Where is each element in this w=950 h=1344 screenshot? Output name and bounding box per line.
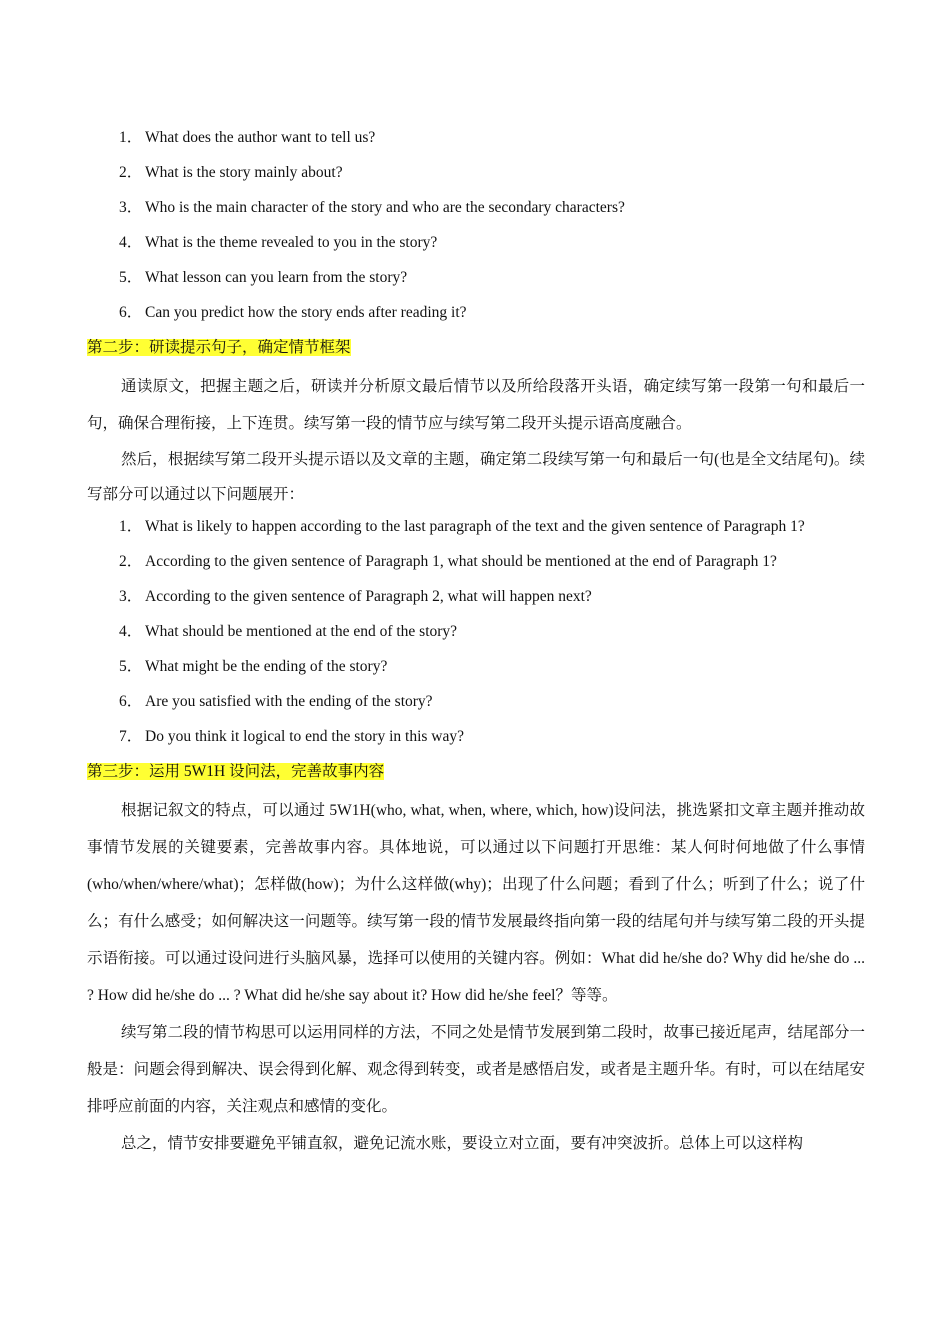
list-item <box>87 228 865 263</box>
list-item-number: 4． <box>119 234 143 251</box>
step2-paragraph-1: 通读原文，把握主题之后，研读并分析原文最后情节以及所给段落开头语，确定续写第一段第一句和最后一句，确保合理衔接，上下连贯。续写第一段的情节应与续写第二段开头提示语高度融合。 <box>87 378 865 432</box>
list-item <box>87 617 865 652</box>
list-item-text: According to the given sentence of Paragraph 2, what will happen next? <box>145 588 592 605</box>
list-item-number: 2． <box>119 553 143 570</box>
step3-paragraph-1: 根据记叙文的特点，可以通过 5W1H(who, what, when, where, which, how)设问法，挑选紧扣文章主题并推动故事情节发展的关键要素，完善故事内容。具体地说，可以通过以下问题打开思维：某人何时何地做了什么事情(who/when/where/what)；怎样做(how)；为什么这样做(why)；出现了什么问题；看到了什么；听到了什么；说了什么；有什么感受；如何解决这一问题等。续写第一段的情节发展最终指向第一段的结尾句并与续写第二段的开头提示语衔接。可以通过设问进行头脑风暴，选择可以使用的关键内容。例如：What did he/she do? Why did he/she do ... ? How did he/she do ... ? What did he/she say about it? How did he/she feel？等等。 <box>87 802 865 1004</box>
list-item <box>87 722 865 757</box>
list-item-text: Can you predict how the story ends after reading it? <box>145 304 467 321</box>
step3-heading-text: 第三步：运用 5W1H 设问法，完善故事内容 <box>87 763 385 780</box>
list-item <box>87 512 865 547</box>
list-item-number: 5． <box>119 269 143 286</box>
list-item-text: What should be mentioned at the end of the story? <box>145 623 458 640</box>
document-body <box>87 123 865 1162</box>
list-item <box>87 582 865 617</box>
step2-heading <box>87 333 865 368</box>
list-item-number: 3． <box>119 588 143 605</box>
list-item-number: 1． <box>119 129 143 146</box>
list-item-number: 2． <box>119 164 143 181</box>
list-item-text: Do you think it logical to end the story in this way? <box>145 728 464 745</box>
list-item-text: What might be the ending of the story? <box>145 658 388 675</box>
list-item <box>87 547 865 582</box>
question-list-1 <box>87 123 865 333</box>
list-item-number: 1． <box>119 518 143 535</box>
list-item-text: What does the author want to tell us? <box>145 129 376 146</box>
list-item <box>87 123 865 158</box>
list-item-number: 5． <box>119 658 143 675</box>
list-item-number: 6． <box>119 693 143 710</box>
list-item <box>87 687 865 722</box>
list-item <box>87 193 865 228</box>
question-list-2 <box>87 512 865 757</box>
step3-heading <box>87 757 865 792</box>
list-item-text: Are you satisfied with the ending of the story? <box>145 693 433 710</box>
step2-heading-text: 第二步：研读提示句子，确定情节框架 <box>87 339 351 356</box>
list-item-text: What is the story mainly about? <box>145 164 343 181</box>
list-item-text: What is likely to happen according to the last paragraph of the text and the given sentence of Paragraph 1? <box>145 518 805 535</box>
step2-paragraph-2: 然后，根据续写第二段开头提示语以及文章的主题，确定第二段续写第一句和最后一句(也是全文结尾句)。续写部分可以通过以下问题展开： <box>87 451 865 503</box>
list-item <box>87 298 865 333</box>
list-item-number: 7． <box>119 728 143 745</box>
list-item-number: 3． <box>119 199 143 216</box>
list-item <box>87 263 865 298</box>
list-item <box>87 158 865 193</box>
list-item-number: 6． <box>119 304 143 321</box>
list-item <box>87 652 865 687</box>
list-item-number: 4． <box>119 623 143 640</box>
step3-paragraph-3: 总之，情节安排要避免平铺直叙，避免记流水账，要设立对立面，要有冲突波折。总体上可以这样构 <box>121 1135 804 1152</box>
step3-paragraph-2: 续写第二段的情节构思可以运用同样的方法，不同之处是情节发展到第二段时，故事已接近尾声，结尾部分一般是：问题会得到解决、误会得到化解、观念得到转变，或者是感悟启发，或者是主题升华。有时，可以在结尾安排呼应前面的内容，关注观点和感情的变化。 <box>87 1024 866 1115</box>
list-item-text: What lesson can you learn from the story? <box>145 269 408 286</box>
list-item-text: What is the theme revealed to you in the story? <box>145 234 438 251</box>
list-item-text: Who is the main character of the story and who are the secondary characters? <box>145 199 625 216</box>
list-item-text: According to the given sentence of Paragraph 1, what should be mentioned at the end of Paragraph 1? <box>145 553 777 570</box>
